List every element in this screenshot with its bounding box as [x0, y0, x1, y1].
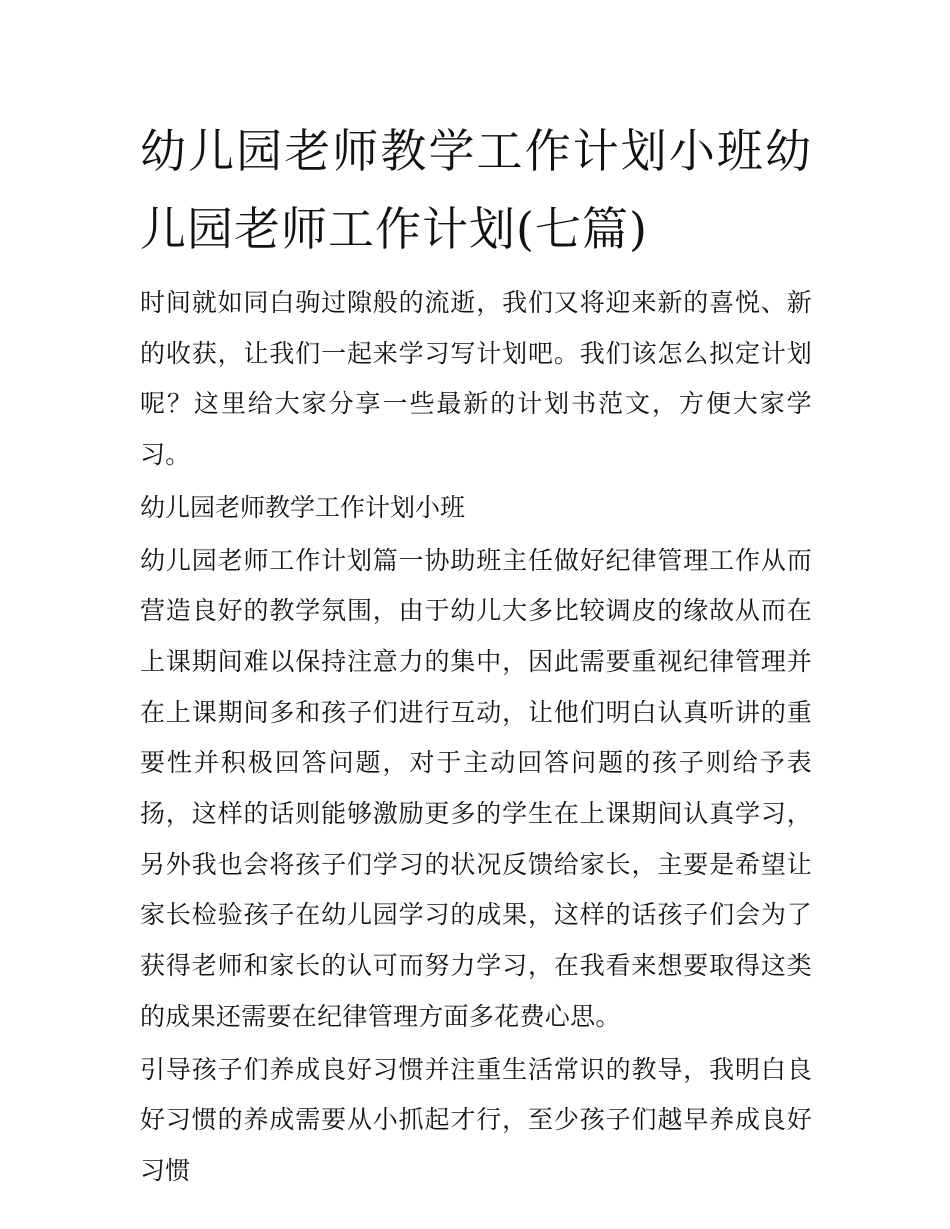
section-heading: 幼儿园老师教学工作计划小班 — [140, 492, 466, 522]
body-paragraph-1: 幼儿园老师工作计划篇一协助班主任做好纪律管理工作从而营造良好的教学氛围，由于幼儿大多比较调皮的缘故从而在上课期间难以保持注意力的集中，因此需要重视纪律管理并在上课期间多和孩子们进行互动，让他们明白认真听讲的重要性并积极回答问题，对于主动回答问题的孩子则给予表扬，这样的话则能够激励更多的学生在上课期间认真学习，另外我也会将孩子们学习的状况反馈给家长，主要是希望让家长检验孩子在幼儿园学习的成果，这样的话孩子们会为了获得老师和家长的认可而努力学习，在我看来想要取得这类的成果还需要在纪律管理方面多花费心思。 — [140, 545, 812, 1031]
document-title: 幼儿园老师教学工作计划小班幼儿园老师工作计划(七篇) — [140, 124, 812, 256]
body-paragraph-2: 引导孩子们养成良好习惯并注重生活常识的教导，我明白良好习惯的养成需要从小抓起才行，至少孩子们越早养成良好习惯 — [140, 1054, 812, 1185]
document-page — [140, 112, 812, 1197]
intro-paragraph: 时间就如同白驹过隙般的流逝，我们又将迎来新的喜悦、新的收获，让我们一起来学习写计划吧。我们该怎么拟定计划呢？这里给大家分享一些最新的计划书范文，方便大家学习。 — [140, 288, 812, 470]
